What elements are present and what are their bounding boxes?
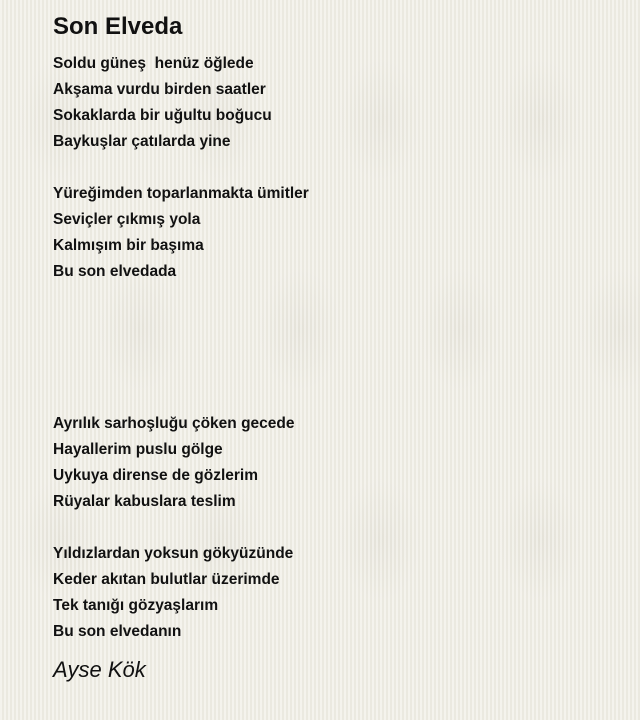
stanza-3 (53, 411, 294, 515)
poem-line: Hayallerim puslu gölge (53, 441, 223, 458)
poem-line: Sokaklarda bir uğultu boğucu (53, 107, 272, 124)
poem-line: Seviçler çıkmış yola (53, 211, 201, 228)
poem-line: Tek tanığı gözyaşlarım (53, 597, 219, 614)
poem-title: Son Elveda (53, 13, 183, 40)
poem-line: Kalmışım bir başıma (53, 237, 204, 254)
poem-line: Akşama vurdu birden saatler (53, 81, 266, 98)
poem-line: Uykuya dirense de gözlerim (53, 467, 259, 484)
stanza-4 (53, 541, 293, 645)
stanza-2 (53, 181, 309, 285)
poem-line: Keder akıtan bulutlar üzerimde (53, 571, 280, 588)
poem-line: Yıldızlardan yoksun gökyüzünde (53, 545, 294, 562)
poem-container (53, 10, 613, 682)
poem-line: Bu son elvedada (53, 263, 177, 280)
poem-line: Bu son elvedanın (53, 623, 182, 640)
poem-line: Rüyalar kabuslara teslim (53, 493, 236, 510)
poem-author: Ayse Kök (53, 657, 146, 682)
poem-line: Ayrılık sarhoşluğu çöken gecede (53, 415, 295, 432)
poem-line: Yüreğimden toparlanmakta ümitler (53, 185, 309, 202)
stanza-1 (53, 51, 272, 155)
poem-line: Baykuşlar çatılarda yine (53, 133, 231, 150)
poem-line: Soldu güneş henüz öğlede (53, 55, 254, 72)
